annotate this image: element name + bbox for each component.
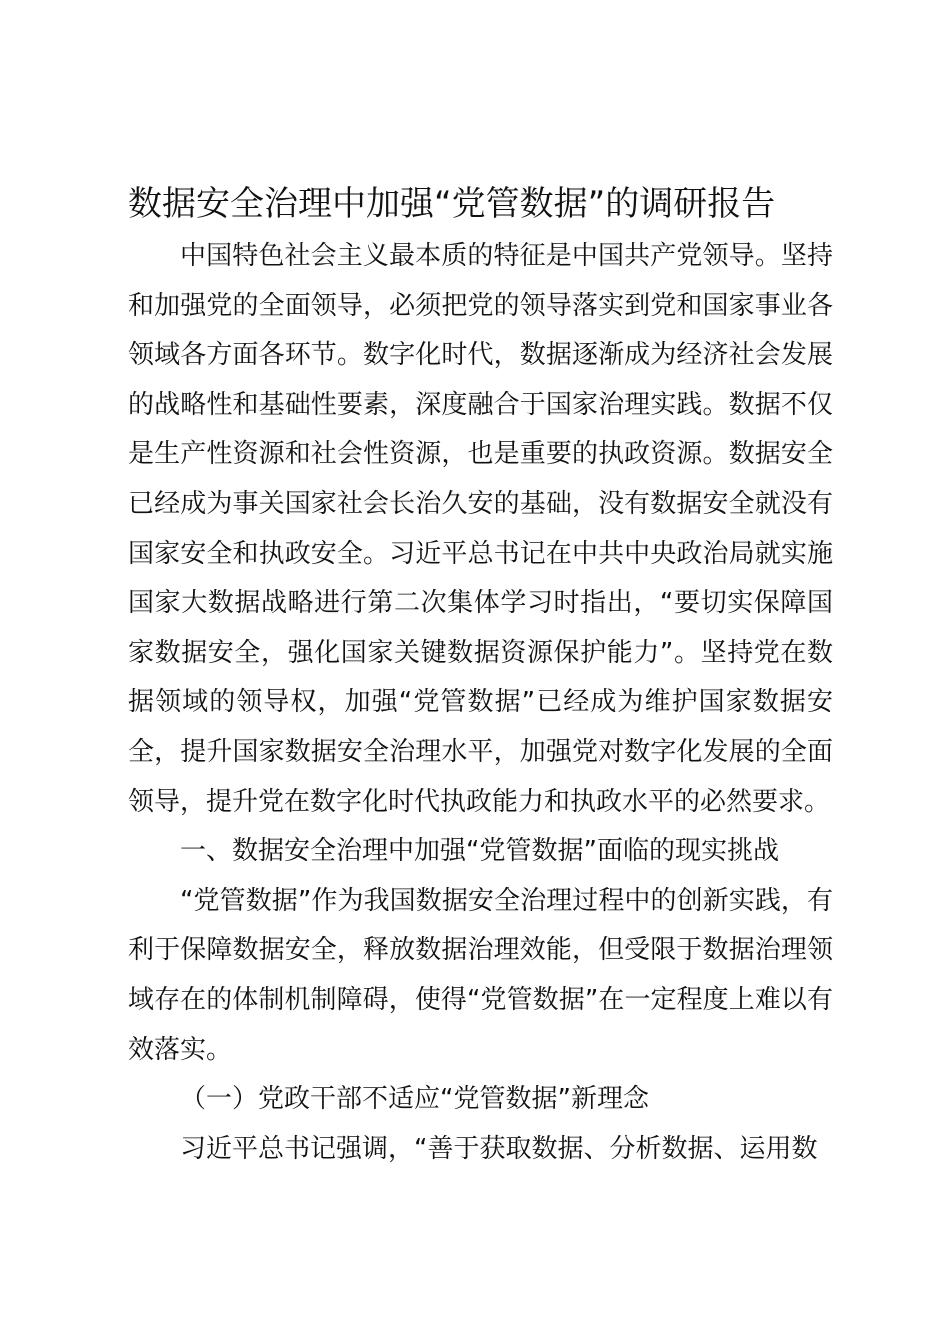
intro-paragraph: 中国特色社会主义最本质的特征是中国共产党领导。坚持和加强党的全面领导，必须把党的领导落实到党和国家事业各领域各方面各环节。数字化时代，数据逐渐成为经济社会发展的战略性和基础性要素，深度融合于国家治理实践。数据不仅是生产性资源和社会性资源，也是重要的执政资源。数据安全已经成为事关国家社会长治久安的基础，没有数据安全就没有国家安全和执政安全。习近平总书记在中共中央政治局就实施国家大数据战略进行第二次集体学习时指出，“要切实保障国家数据安全，强化国家关键数据资源保护能力”。坚持党在数据领域的领导权，加强“党管数据”已经成为维护国家数据安全，提升国家数据安全治理水平，加强党对数字化发展的全面领导，提升党在数字化时代执政能力和执政水平的必然要求。: [128, 241, 833, 817]
subsection-paragraph: 习近平总书记强调，“善于获取数据、分析数据、运用数: [180, 1133, 818, 1164]
section-paragraph: “党管数据”作为我国数据安全治理过程中的创新实践，有利于保障数据安全，释放数据治理效能，但受限于数据治理领域存在的体制机制障碍，使得“党管数据”在一定程度上难以有效落实。: [128, 885, 833, 1065]
section-heading: 一、数据安全治理中加强“党管数据”面临的现实挑战: [180, 836, 779, 867]
document-body: [128, 232, 833, 1174]
document-title: 数据安全治理中加强“党管数据”的调研报告: [128, 184, 776, 224]
subsection-heading: （一）党政干部不适应“党管数据”新理念: [180, 1084, 649, 1115]
